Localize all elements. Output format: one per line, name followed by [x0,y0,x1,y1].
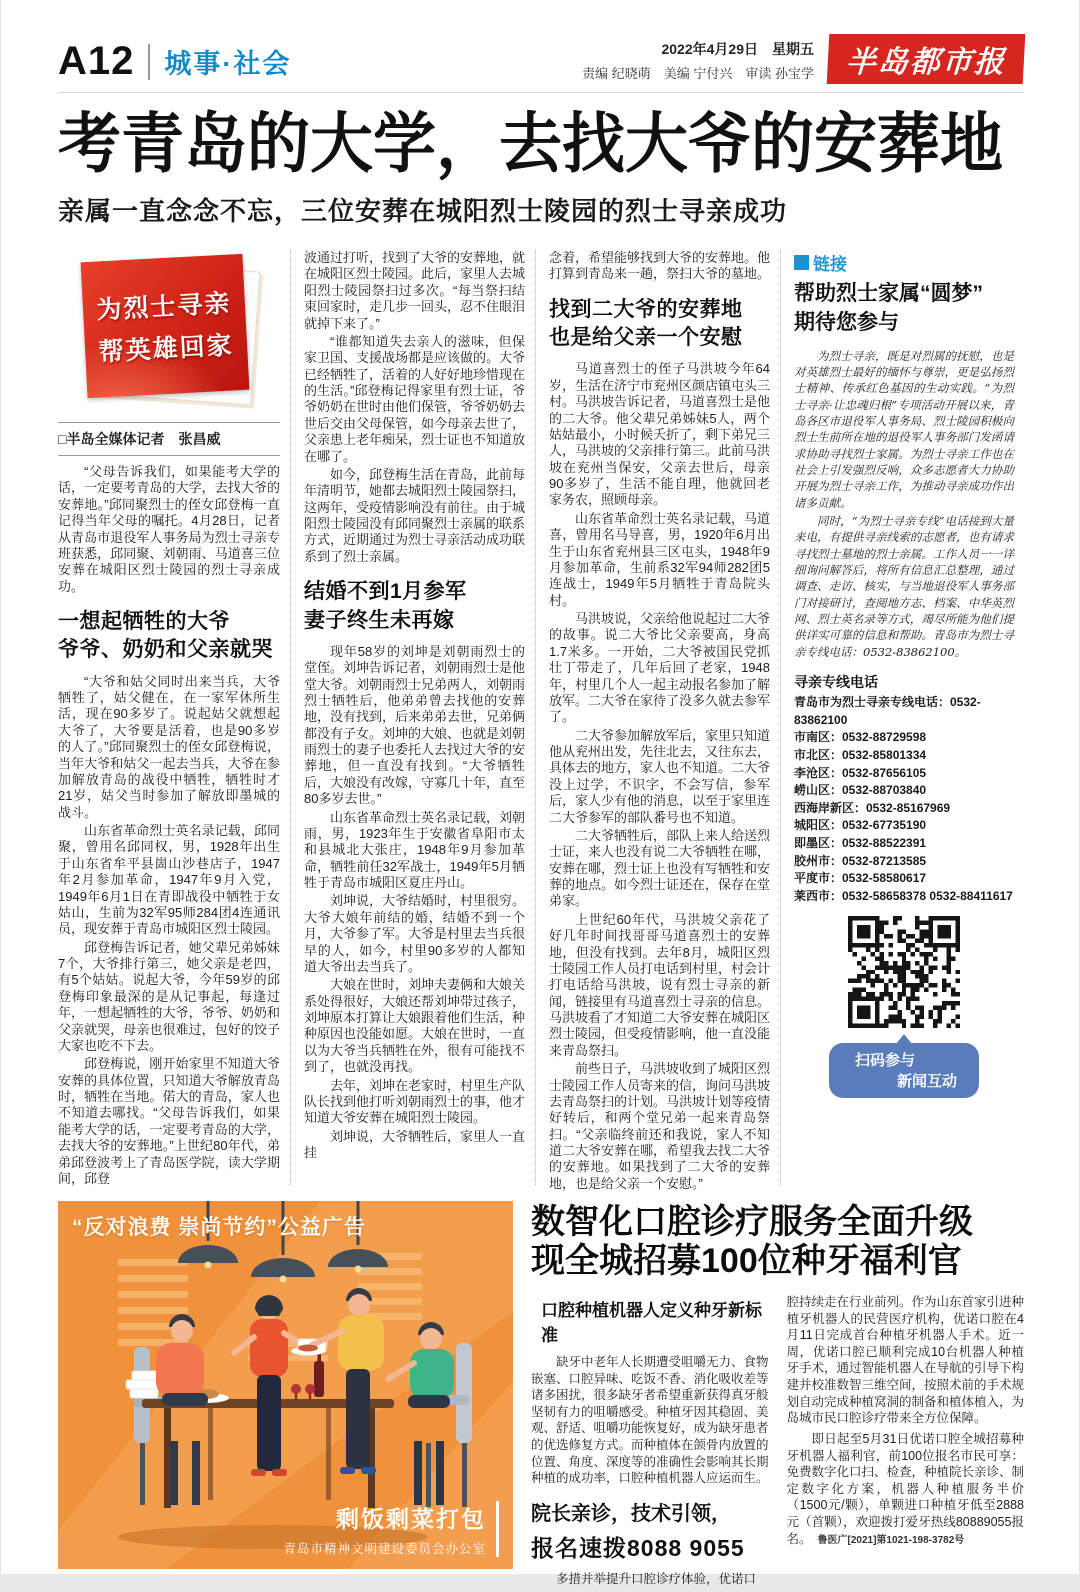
article-paragraph: 如今，邱登梅生活在青岛，此前每年清明节，她都去城阳烈士陵园祭扫，这两年，受疫情影响没有前往。由于城阳烈士陵园没有邱同聚烈士亲属的联系方式，近期通过为烈士寻亲活动成功联系到了烈士亲属。 [304,466,526,564]
section-heading-3-line1: 找到二大爷的安葬地 [549,297,743,321]
article-paragraph: 邱登梅告诉记者，她父辈兄弟姊妹7个，大爷排行第三，她父亲是老四，有5个姑姑。说起大爷，今年59岁的邱登梅印象最深的是从记事起，每逢过年，一想起牺牲的大爷，爷爷、奶奶和父亲就哭，母亲也很难过，包好的饺子大家也吃不下去。 [58,939,280,1053]
page-header [58,34,1024,93]
dental-ad-cta [531,1497,769,1563]
dental-ad-license: 鲁医广[2021]第1021-198-3782号 [817,1534,965,1546]
header-right [582,34,1024,84]
page-number: A12 [58,39,135,83]
section-heading-2-line2: 妻子终生未再嫁 [304,608,455,632]
link-tag [794,250,1014,275]
article-paragraph: 山东省革命烈士英名录记载，马道喜，曾用名马导喜，男，1920年6月出生于山东省兖州县三区屯头，1948年9月参加革命，生前系32军94师282团5连战士，1949年5月牺牲于青岛院头村。 [549,510,771,608]
header-divider [148,44,150,80]
headline-block [58,109,1024,228]
psa-tagline: “反对浪费 崇尚节约”公益广告 [72,1216,366,1240]
article-paragraph: 山东省革命烈士英名录记载，刘朝雨，男，1923年生于安徽省阜阳市太和县城北大张庄，1948年9月参加革命，牺牲前任32军战士，1949年5月牺牲于青岛市城阳区夏庄丹山。 [304,809,526,891]
article-column-2 [290,250,535,1185]
hotline-entry: 莱西市：0532-58658378 0532-88411617 [794,888,1013,903]
hotline-entry: 西海岸新区：0532-85167969 [794,800,951,815]
dental-ad-paragraph: 缺牙中老年人长期遭受咀嚼无力、食物嵌塞、口腔异味、吃饭不香、消化吸收差等诸多困扰，很多缺牙者希望重新获得真牙般坚韧有力的咀嚼感受。种植牙因其稳固、美观、舒适、咀嚼功能恢复好，成为缺牙患者的优选修复方式。而种植体在颌骨内放置的位置、角度、深度等的准确性会影响其长期种植的成功率，口腔种植机器人应运而生。 [531,1354,769,1486]
campaign-badge [58,254,280,412]
qr-caption-badge [829,1043,979,1098]
dental-ad-cta-line1: 院长亲诊，技术引领， [531,1502,731,1525]
sidebar-heading-line2: 期待您参与 [794,311,899,335]
issue-date: 2022年4月29日 星期五 [661,41,814,57]
article-paragraph: “谁都知道失去亲人的滋味，但保家卫国、支援战场都是应该做的。大爷已经牺牲了，活着的人好好地珍惜现在的生活。”邱登梅记得家里有烈士证，爷爷奶奶在世时由他们保管，爷爷奶奶去世后交由父母保管，如今母亲去世了，父亲患上老年痴呆，烈士证也不知道放在哪了。 [304,333,526,464]
section-heading-2 [304,578,525,635]
dental-ad-columns [531,1294,1024,1592]
hotline-entry: 城阳区：0532-67735190 [794,818,927,833]
dental-ad-headline-line1: 数智化口腔诊疗服务全面升级 [531,1203,973,1242]
article-paragraph: 马洪坡说，父亲给他说起过二大爷的故事。说二大爷比父亲要高，身高1.7米多。一开始，二大爷被国民党抓壮丁带走了，几年后回了老家，1948年，村里几个人一起主动报名参加了解放军。二大爷在家待了没多久就去参军了。 [549,611,771,725]
qr-code-block [794,916,1014,1098]
article-paragraph: 上世纪60年代，马洪坡父亲花了好几年时间找哥哥马道喜烈士的安葬地，但没有找到。去年8月，城阳区烈士陵园工作人员打电话到村里，村会计打电话给马洪坡，说有烈士寻亲的新闻，链接里有马道喜烈士寻亲的信息。马洪坡看了才知道二大爷安葬在城阳区烈士陵园，但受疫情影响，他一直没能来青岛祭扫。 [549,911,771,1058]
dental-ad-offer-text: 即日起至5月31日优诺口腔全城招募种牙机器人福利官，前100位报名市民可享：免费数字化口扫、检查，种植院长亲诊、制定数字化方案，机器人种植服务半价（1500元/颗），单颗进口种植牙低至2888元（首颗），欢迎拨打爱牙热线80889055报名。 [786,1431,1025,1546]
campaign-line-1: 为烈士寻亲 [95,289,233,325]
sidebar-heading [794,279,1014,338]
link-tag-label: 链接 [813,255,847,275]
ads-row [58,1201,1025,1586]
hotline-entry: 胶州市：0532-87213585 [794,853,927,868]
article-paragraph: 马道喜烈士的侄子马洪坡今年64岁，生活在济宁市兖州区颜店镇屯头三村。马洪坡告诉记者，马道喜烈士是他的二大爷。他父辈兄弟姊妹5人，两个姑姑最小，小时候夭折了，剩下弟兄三人，马洪坡的父亲排行第三。此前马洪坡在兖州当保安，父亲去世后，母亲90多岁了，生活不能自理，他就回老家务农，照顾母亲。 [549,361,771,508]
qr-caption-line2: 新闻互动 [896,1072,957,1090]
hotline-entry: 青岛市为烈士寻亲专线电话：0532-83862100 [794,695,981,727]
dental-ad-column-left [531,1294,769,1592]
section-heading-1 [58,608,280,665]
dental-ad-cta-phone: 报名速拨8088 9055 [531,1534,745,1561]
dental-ad-headline-line2: 现全城招募100位种牙福利官 [531,1242,962,1281]
dental-ad-paragraph [787,1431,1025,1547]
link-square-icon [794,255,809,270]
article-paragraph: 波通过打听，找到了大爷的安葬地，就在城阳区烈士陵园。此后，家里人去城阳烈士陵园祭扫过多次。“每当祭扫结束回家时，走几步一回头，忍不住眼泪就掉下来了。” [304,250,526,331]
section-heading-1-line1: 一想起牺牲的大爷 [58,610,230,634]
editors-line: 责编 纪晓萌 美编 宁付兴 审读 孙宝学 [582,66,814,81]
sidebar-paragraph: 为烈士寻亲，既是对烈属的抚慰，也是对英雄烈士最好的缅怀与尊崇，更是弘扬烈士精神、传承红色基因的生动实践。“为烈士寻亲·让忠魂归根”专项活动开展以来，青岛各区市退役军人事务局、烈士陵园积极向烈士生前所在地的退役军人事务部门发函请求协助寻找烈士家属。为烈士寻亲工作也在社会上引发强烈反响，众多志愿者大力协助开展为烈士寻亲工作，为推动寻亲成功作出诸多贡献。 [794,348,1014,510]
article-paragraph: 去年，刘坤在老家时，村里生产队队长找到他打听刘朝雨烈士的事，他才知道大爷安葬在城阳烈士陵园。 [304,1077,526,1126]
main-headline: 考青岛的大学，去找大爷的安葬地 [58,107,1003,181]
article-paragraph: 二大爷参加解放军后，家里只知道他从兖州出发，先往北去，又往东去，具体去的地方，家人也不知道。二大爷没上过学，不识字，不会写信，参军后，家人少有他的消息，以至于家里连二大爷参军的部队番号也不知道。 [549,727,771,825]
section-title: 城事·社会 [164,49,292,79]
psa-organization: 青岛市精神文明建设委员会办公室 [283,1542,486,1557]
article-paragraph: 邱登梅说，刚开始家里不知道大爷安葬的具体位置，只知道大爷解放青岛时，牺牲在当地。偌大的青岛，家人也不知道去哪找。“父母告诉我们，如果能考大学的话，一定要考青岛的大学，去找大爷的安葬地。”上世纪80年代，弟弟邱登波考上了青岛医学院，读大学期间，邱登 [58,1056,280,1186]
article-paragraph: “父母告诉我们，如果能考大学的话，一定要考青岛的大学，去找大爷的安葬地。”邱同聚烈士的侄女邱登梅一直记得当年父母的嘱托。4月28日，记者从青岛市退役军人事务局为烈士寻亲专班获悉，邱同聚、刘朝雨、马道喜三位安葬在城阳区烈士陵园的烈士寻亲成功。 [58,464,280,594]
section-heading-1-line2: 爷爷、奶奶和父亲就哭 [58,638,273,662]
article-paragraph: 现年58岁的刘坤是刘朝雨烈士的堂侄。刘坤告诉记者，刘朝雨烈士是他堂大爷。刘朝雨烈士兄弟两人，刘朝雨烈士牺牲后，他弟弟曾去找他的安葬地，没有找到，后来弟弟去世，兄弟俩都没有子女。刘坤的大娘、也就是刘朝雨烈士的妻子也委托人去找过大爷的安葬地，但一直没有找到。“大爷牺牲后，大娘没有改嫁，守寡几十年，直至80多岁去世。” [304,643,526,807]
dental-ad-column-right [787,1294,1025,1592]
byline: □半岛全媒体记者 张昌威 [58,422,280,456]
article-paragraph: 前些日子，马洪坡收到了城阳区烈士陵园工作人员寄来的信，询问马洪坡去青岛祭扫的计划。马洪坡计划等疫情好转后，和两个堂兄弟一起来青岛祭扫。“父亲临终前还和我说，家人不知道二大爷安葬在哪，希望我去找二大爷的安葬地。如果找到了二大爷的安葬地，也是给父亲一个安慰。” [549,1061,771,1191]
dental-ad-headline [531,1203,1024,1282]
section-heading-3-line2: 也是给父亲一个安慰 [549,326,743,350]
hotline-entry: 李沧区：0532-87656105 [794,765,927,780]
campaign-line-2: 帮英雄回家 [98,331,235,367]
psa-slogan: 剩饭剩菜打包 [336,1506,486,1533]
section-heading-2-line1: 结婚不到1月参军 [304,580,467,604]
hotline-entry: 平度市：0532-58580617 [794,871,927,886]
dental-ad-paragraph: 多措并举提升口腔诊疗体验，优诺口 [556,1571,757,1586]
qr-caption-line1: 扫码参与 [855,1051,916,1069]
sidebar-paragraph: 同时，“为烈士寻亲专线”电话接到大量来电，有提供寻亲线索的志愿者，也有请求寻找烈士墓地的烈士亲属。工作人员一一详细询问解答后，将所有信息汇总整理，通过调查、走访、核实，与当地退役军人事务部门对接研讨，查阅地方志、档案、中华英烈网、烈士英名录等方式，竭尽所能为他们提供详实可靠的信息和帮助。青岛市为烈士寻亲专线电话：0532-83862100。 [794,514,1014,659]
article-paragraph: 刘坤说，大爷结婚时，村里很穷。大爷大娘年前结的婚，结婚不到一个月，大爷参了军。大爷是村里去当兵很早的人，如今，村里90多岁的人都知道大爷出去当兵了。 [304,893,526,974]
article-body [58,250,1024,1191]
article-column-1 [58,250,290,1185]
article-column-3 [535,250,780,1191]
article-paragraph: 念着，希望能够找到大爷的安葬地。他打算到青岛来一趟，祭扫大爷的墓地。 [549,250,771,282]
dental-ad-subhead: 口腔种植机器人定义种牙新标准 [541,1300,762,1345]
sidebar-heading-line1: 帮助烈士家属“圆梦” [794,282,983,306]
dental-ad-paragraph: 腔持续走在行业前列。作为山东首家引进种植牙机器人的民营医疗机构，优诺口腔在4月11日完成首台种植牙机器人手术。近一周，优诺口腔已顺利完成10台机器人种植牙手术，通过智能机器人在导航的引导下构建并校准数智三维空间，按照术前的手术规划自动完成种植窝洞的制备和植体植入，为岛城市民口腔诊疗带来全方位保障。 [786,1294,1025,1426]
article-paragraph: 山东省革命烈士英名录记载，邱同聚，曾用名邱同权，男，1928年出生于山东省牟平县崮山沙巷店子，1947年2月参加革命，1947年9月入党，1949年6月1日在青即战役中牺牲于女姑山，生前为32军95师284团4连通讯员，现安葬于青岛市城阳区烈士陵园。 [58,823,280,937]
hotline-entry: 即墨区：0532-88522391 [794,836,927,851]
article-paragraph: 二大爷牺牲后，部队上来人给送烈士证，来人也没有说二大爷牺牲在哪，安葬在哪，烈士证上也没有写牺牲和安葬的地点。如今烈士证还在，保存在堂弟家。 [549,827,771,909]
hotline-entry: 市北区：0532-85801334 [794,747,927,762]
article-paragraph: 大娘在世时，刘坤夫妻俩和大娘关系处得很好，大娘还帮刘坤带过孩子，刘坤原本打算让大娘跟着他们生活，种种原因也没能如愿。大娘在世时，一直以为大爷当兵牺牲在外，很有可能找不到了，也就没再找。 [304,977,526,1075]
sidebar-link-box [780,250,1024,1185]
article-paragraph: “大爷和姑父同时出来当兵，大爷牺牲了，姑父健在，在一家军休所生活，现在90多岁了。说起姑父就想起大爷了，大爷要是活着，也是90多岁的人了。”邱同聚烈士的侄女邱登梅说，当年大爷和姑父一起去当兵，大爷在参加解放青岛的战役中牺牲，牺牲时才21岁，姑父当时参加了解放即墨城的战斗。 [58,673,280,820]
section-heading-3 [549,296,770,353]
hotline-title: 寻亲专线电话 [794,674,878,691]
hotline-entry: 崂山区：0532-88703840 [794,783,927,798]
masthead-logo: 半岛都市报 [827,34,1026,84]
dental-ad [531,1201,1025,1586]
psa-caption [283,1501,499,1557]
campaign-badge-card [81,254,250,398]
hotline-entry: 市南区：0532-88729598 [794,730,927,745]
psa-ad [58,1201,513,1569]
header-left [58,39,291,84]
issue-meta [582,39,814,84]
sub-headline: 亲属一直念念不忘，三位安葬在城阳烈士陵园的烈士寻亲成功 [58,196,788,227]
qr-code [848,916,960,1028]
article-paragraph: 刘坤说，大爷牺牲后，家里人一直挂 [304,1128,526,1161]
